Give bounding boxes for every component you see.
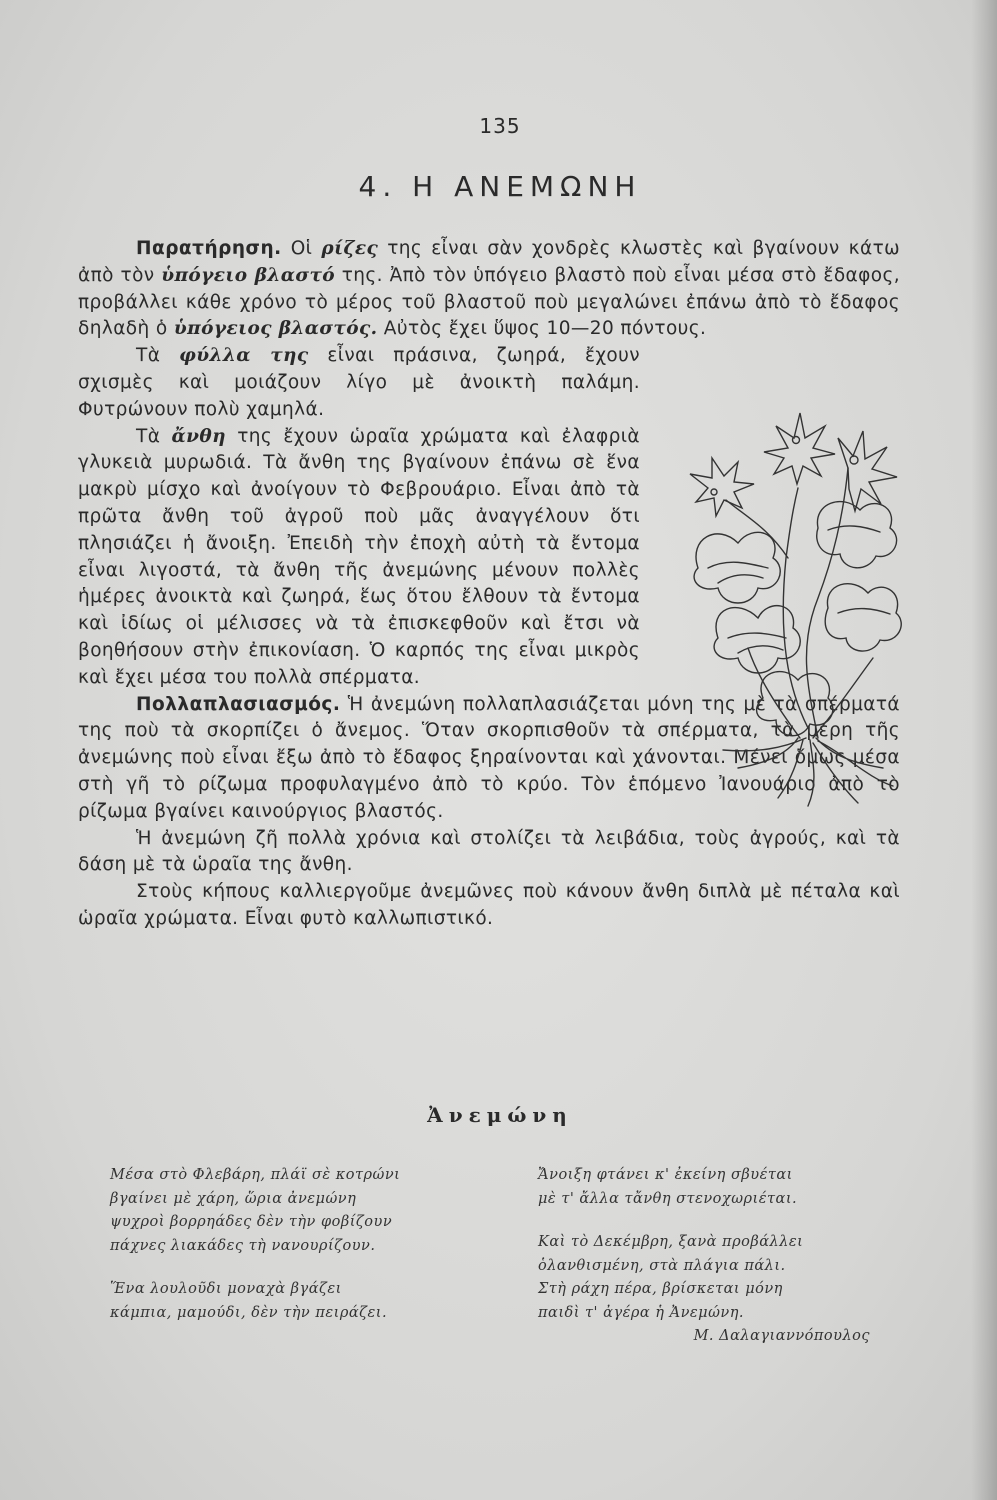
leaf-icon bbox=[817, 502, 897, 568]
poem-line: Ἕνα λουλοῦδι μοναχὰ βγάζει bbox=[110, 1281, 342, 1297]
emphasis-leaves: φύλλα της bbox=[179, 345, 309, 367]
text-run: Οἱ bbox=[281, 238, 322, 259]
text-run: της. Ἀπὸ τὸν ὑπόγειο βλαστὸ ποὺ εἶναι μέσα στὸ ἔδαφος, προβάλλει κάθε χρόνο τὸ μέρος τοῦ βλαστοῦ ποὺ μεγαλώνει ἐπάνω ἀπὸ τὸ ἔδαφος δηλαδὴ ὁ bbox=[78, 264, 900, 340]
text-run: Τὰ bbox=[136, 345, 180, 367]
poem-stanza bbox=[110, 1278, 490, 1325]
paragraph-meadows: Ἡ ἀνεμώνη ζῆ πολλὰ χρόνια καὶ στολίζει τὰ λειβάδια, τοὺς ἀγρούς, καὶ τὰ δάση μὲ τὰ ὡραῖα της ἄνθη. bbox=[78, 827, 900, 876]
poem-line: Ἄνοιξη φτάνει κ' ἐκείνη σβυέται bbox=[538, 1167, 793, 1183]
flower-icon bbox=[838, 431, 897, 511]
text-run: εἶναι πράσινα, ζωηρά, ἔχουν σχισμὲς καὶ μοιάζουν λίγο μὲ ἀνοικτὴ παλάμη. Φυτρώνουν πολὺ χαμηλά. bbox=[78, 345, 640, 420]
poem-line: βγαίνει μὲ χάρη, ὥρια ἀνεμώνη bbox=[110, 1190, 357, 1207]
poem-line: κάμπια, μαμούδι, δὲν τὴν πειράζει. bbox=[110, 1304, 388, 1321]
poem-line: Μέσα στὸ Φλεβάρη, πλάϊ σὲ κοτρώνι bbox=[110, 1167, 401, 1183]
observation-label: Παρατήρηση. bbox=[136, 238, 282, 259]
page-number: 135 bbox=[479, 114, 521, 138]
poem-right-column bbox=[538, 1164, 878, 1369]
leaf-icon bbox=[825, 584, 901, 651]
emphasis-flowers: ἄνθη bbox=[171, 425, 226, 447]
poem-line: ὁλανθισμένη, στὰ πλάγια πάλι. bbox=[538, 1257, 786, 1274]
emphasis-underground-stem: ὑπόγειο βλαστό bbox=[161, 264, 336, 286]
leaf-stem-icon bbox=[748, 648, 800, 738]
paragraph-observation bbox=[78, 236, 900, 343]
paragraph-flowers bbox=[78, 424, 640, 692]
poem-line: Στὴ ράχη πέρα, βρίσκεται μόνη bbox=[538, 1281, 783, 1297]
propagation-label: Πολλαπλασιασμός. bbox=[136, 693, 341, 715]
flower-stem-icon bbox=[726, 500, 788, 558]
text-run: Τὰ bbox=[136, 425, 172, 447]
poem-line: παιδὶ τ' ἀγέρα ἡ Ἀνεμώνη. bbox=[538, 1304, 745, 1321]
emphasis-underground-stem-2: ὑπόγειος βλαστός. bbox=[173, 318, 378, 340]
poem-line: μὲ τ' ἄλλα τἄνθη στενοχωριέται. bbox=[538, 1190, 798, 1207]
poem-author: Μ. Δαλαγιαννόπουλος bbox=[693, 1328, 870, 1344]
paragraph-leaves bbox=[78, 343, 640, 423]
text-run: Αὐτὸς ἔχει ὕψος 10—20 πόντους. bbox=[377, 318, 707, 340]
chapter-title: 4. Η ΑΝΕΜΩΝΗ bbox=[358, 170, 642, 203]
anemone-illustration bbox=[668, 408, 910, 808]
roots-icon bbox=[723, 738, 893, 806]
poem-line: πάχνες λιακάδες τὴ νανουρίζουν. bbox=[110, 1237, 376, 1254]
text-run: Ἡ ἀνεμώνη πολλαπλασιάζεται μόνη της μὲ τὰ σπέρματά της ποὺ τὰ σκορπίζει ὁ ἄνεμος. Ὅταν σκορπισθοῦν τὰ σπέρματα, τὰ μέρη τῆς ἀνεμώνης ποὺ εἶναι ἔξω ἀπὸ τὸ ἔδαφος ξηραίνονται καὶ χάνονται. Μένει ὅμως μέσα στὴ γῆ τὸ ρίζωμα προφυλαγμένο ἀπὸ τὸ κρύο. Τὸν ἑπόμενο Ἰανουάριο ἀπὸ τὸ ρίζωμα βγαίνει καινούργιος βλαστός. bbox=[78, 693, 900, 822]
flower-icon bbox=[764, 413, 835, 484]
text-run: της εἶναι σὰν χονδρὲς κλωστὲς καὶ βγαίνουν κάτω ἀπὸ τὸν bbox=[78, 238, 901, 286]
flower-icon bbox=[690, 458, 754, 516]
leaf-icon bbox=[694, 532, 780, 603]
poem-stanza bbox=[538, 1164, 878, 1211]
leaf-icon bbox=[757, 672, 833, 736]
wrapped-column bbox=[78, 343, 640, 691]
poem-title: Ἀνεμώνη bbox=[427, 1103, 573, 1127]
poem-line: ψυχροὶ βορρηάδες δὲν τὴν φοβίζουν bbox=[110, 1214, 393, 1230]
text-run: της ἔχουν ὡραῖα χρώματα καὶ ἐλαφριὰ γλυκειὰ μυρωδιά. Τὰ ἄνθη της βγαίνουν ἐπάνω σὲ ἕνα μακρὺ μίσχο καὶ ἀνοίγουν τὸ Φεβρουάριο. Εἶναι ἀπὸ τὰ πρῶτα ἄνθη τοῦ ἀγροῦ ποὺ μᾶς ἀναγγέλουν ὅτι πλησιάζει ἡ ἄνοιξη. Ἐπειδὴ τὴν ἐποχὴ αὐτὴ τὰ ἔντομα εἶναι λιγοστά, τὰ ἄνθη τῆς ἀνεμώνης μένουν πολλὲς ἡμέρες ἀνοικτὰ καὶ ζωηρά, ἕως ὅτου ἔλθουν τὰ ἔντομα καὶ ἰδίως οἱ μέλισσες νὰ τὰ ἐπισκεφθοῦν καὶ ἔτσι νὰ βοηθήσουν στὴν ἐπικονίαση. Ὁ καρπός της εἶναι μικρὸς καὶ ἔχει μέσα του πολλὰ σπέρματα. bbox=[78, 425, 640, 688]
paragraph-gardens: Στοὺς κήπους καλλιεργοῦμε ἀνεμῶνες ποὺ κάνουν ἄνθη διπλὰ μὲ πέταλα καὶ ὡραῖα χρώματα. Εἶναι φυτὸ καλλωπιστικό. bbox=[78, 881, 900, 929]
poem-left-column bbox=[110, 1164, 490, 1345]
page-edge-shadow bbox=[971, 0, 997, 1500]
poem-stanza bbox=[110, 1164, 490, 1258]
poem-stanza bbox=[538, 1231, 878, 1349]
poem-line: Καὶ τὸ Δεκέμβρη, ξανὰ προβάλλει bbox=[538, 1234, 804, 1250]
emphasis-roots: ρίζες bbox=[321, 238, 379, 259]
leaf-stem-icon bbox=[813, 658, 873, 738]
